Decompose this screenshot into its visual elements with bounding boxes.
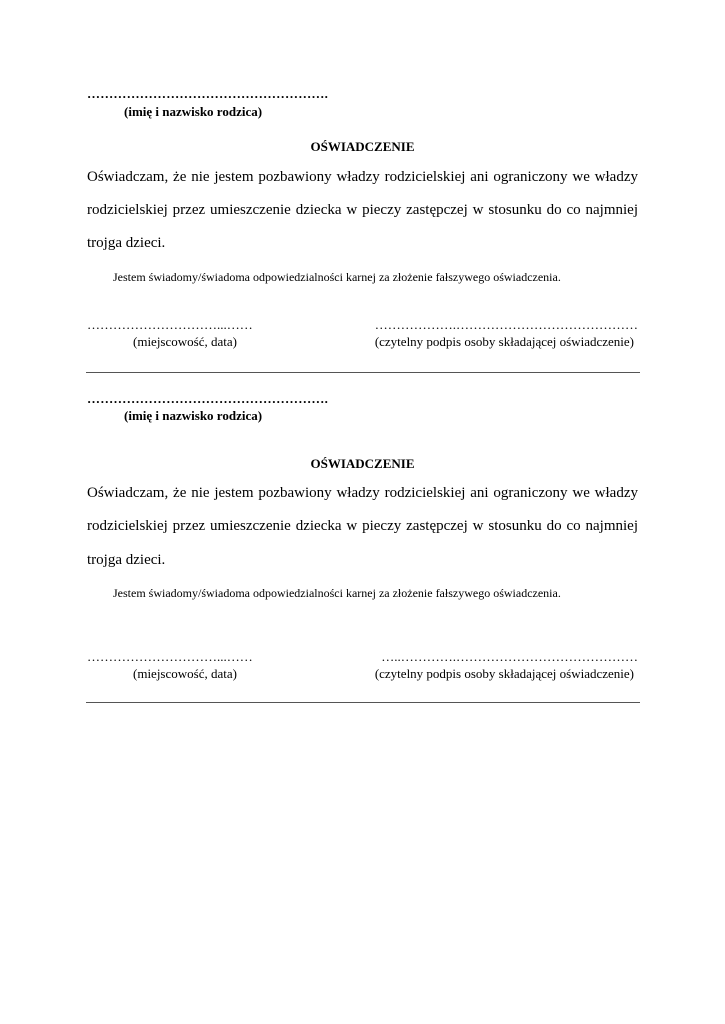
statement-title: OŚWIADCZENIE [310, 139, 415, 154]
statement-body-line: trojga dzieci. [87, 552, 166, 568]
signature-line[interactable]: …..………….…………………………………… [381, 649, 638, 664]
place-date-label: (miejscowość, data) [133, 666, 237, 681]
statement-title: OŚWIADCZENIE [310, 456, 415, 471]
signature-label: (czytelny podpis osoby składającej oświadczenie) [374, 666, 634, 681]
statement-body-line: Oświadczam, że nie jestem pozbawiony władzy rodzicielskiej ani ograniczony we władzy [87, 485, 638, 501]
statement-body-line: Oświadczam, że nie jestem pozbawiony władzy rodzicielskiej ani ograniczony we władzy [87, 169, 638, 185]
parent-name-line[interactable]: ………………………………………………. [87, 391, 329, 406]
section-divider [86, 702, 640, 703]
statement-body-line: rodzicielskiej przez umieszczenie dziecka w pieczy zastępczej w stosunku do co najmniej [87, 518, 638, 534]
signature-line[interactable]: ……………….…………………………………… [374, 317, 638, 332]
section-divider [86, 372, 640, 373]
liability-awareness-text: Jestem świadomy/świadoma odpowiedzialności karnej za złożenie fałszywego oświadczenia. [113, 586, 561, 600]
statement-body-line: rodzicielskiej przez umieszczenie dziecka w pieczy zastępczej w stosunku do co najmniej [87, 202, 638, 218]
liability-awareness-text: Jestem świadomy/świadoma odpowiedzialności karnej za złożenie fałszywego oświadczenia. [113, 270, 561, 284]
place-date-label: (miejscowość, data) [133, 334, 237, 349]
parent-name-line[interactable]: ………………………………………………. [87, 86, 329, 101]
place-date-line[interactable]: …………………………...…… [87, 649, 253, 664]
signature-label: (czytelny podpis osoby składającej oświadczenie) [374, 334, 634, 349]
parent-name-label: (imię i nazwisko rodzica) [124, 104, 263, 119]
parent-name-label: (imię i nazwisko rodzica) [124, 408, 263, 423]
statement-body-line: trojga dzieci. [87, 235, 166, 251]
place-date-line[interactable]: …………………………...…… [87, 317, 253, 332]
